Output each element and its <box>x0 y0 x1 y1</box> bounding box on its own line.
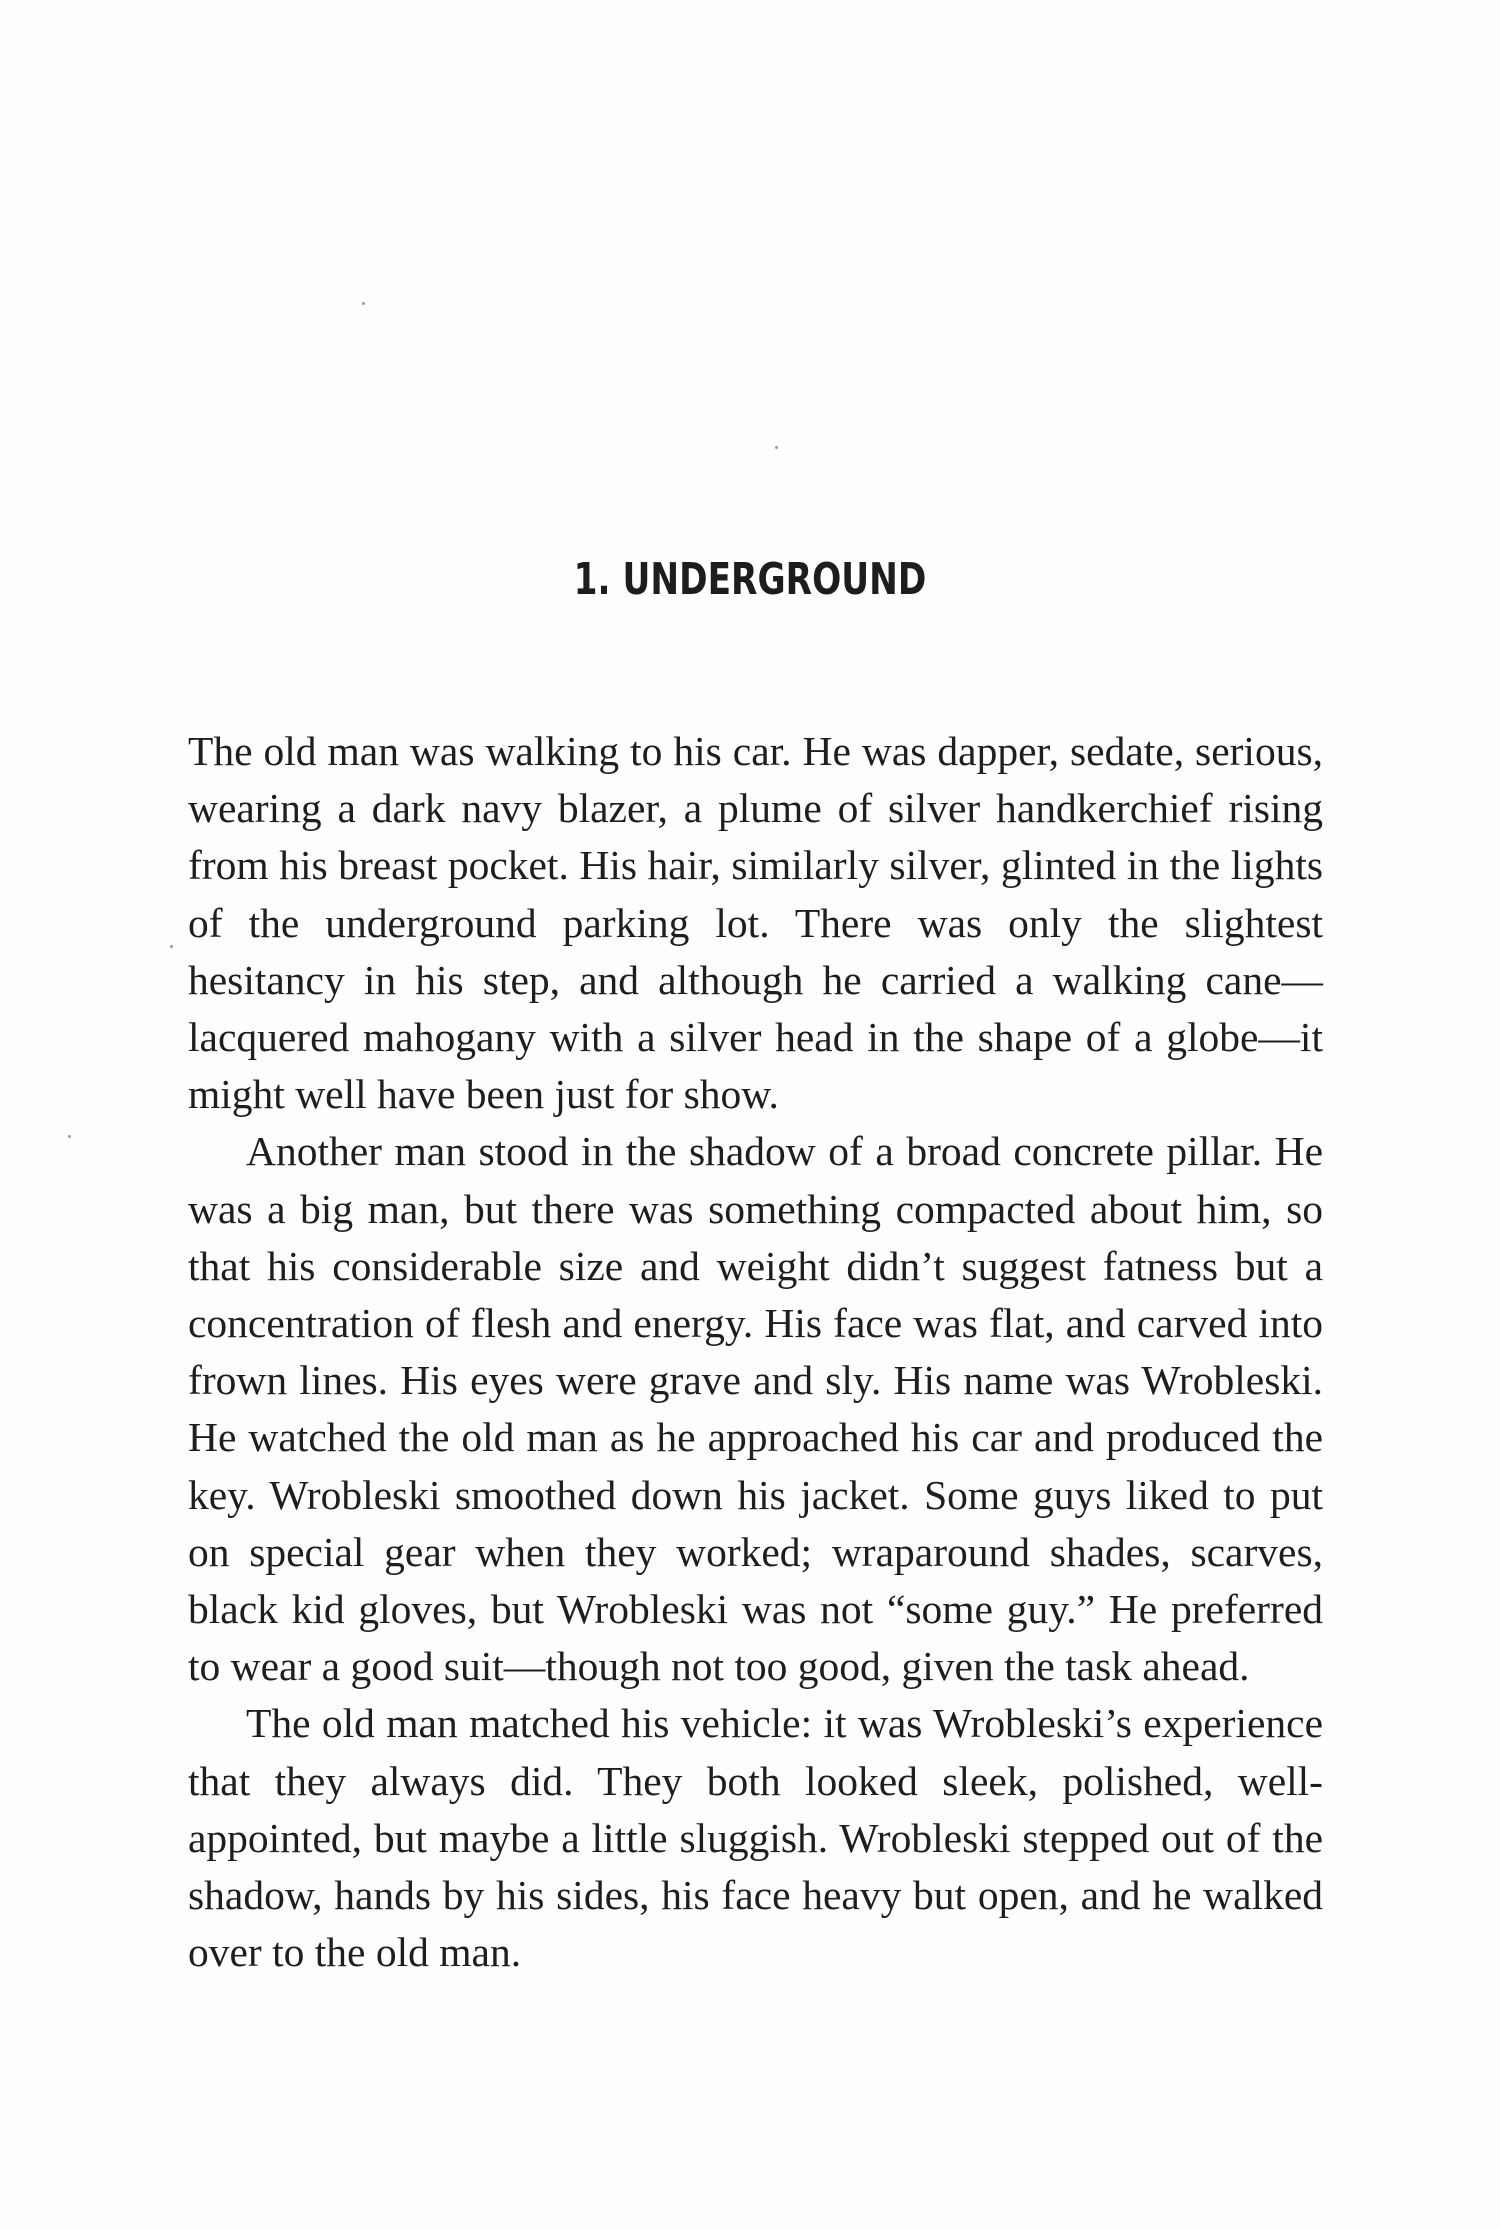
paper-speck <box>68 1135 71 1138</box>
paragraph-2: Another man stood in the shadow of a broad concrete pillar. He was a big man, but there was something compacted about him, so that his considerable size and weight didn’t suggest fatness but a concentration of flesh and energy. His face was flat, and carved into frown lines. His eyes were grave and sly. His name was Wrobleski. He watched the old man as he approached his car and produced the key. Wrobleski smoothed down his jacket. Some guys liked to put on special gear when they worked; wraparound shades, scarves, black kid gloves, but Wrobleski was not “some guy.” He preferred to wear a good suit—though not too good, given the task ahead. <box>188 1128 1323 1690</box>
chapter-title: 1. UNDERGROUND <box>573 554 927 605</box>
paragraph-1: The old man was walking to his car. He was dapper, sedate, serious, wearing a dark navy blazer, a plume of silver handkerchief rising from his breast pocket. His hair, similarly silver, glinted in the lights of the underground parking lot. There was only the slightest hesitancy in his step, and although he carried a walking cane—lacquered mahogany with a silver head in the shape of a globe—it might well have been just for show. <box>188 728 1323 1118</box>
body-text <box>188 723 1323 1981</box>
paper-speck <box>775 446 778 449</box>
paragraph-3: The old man matched his vehicle: it was Wrobleski’s experience that they always did. They both looked sleek, polished, well-appointed, but maybe a little sluggish. Wrobleski stepped out of the shadow, hands by his sides, his face heavy but open, and he walked over to the old man. <box>188 1700 1323 1976</box>
paper-speck <box>362 302 365 305</box>
paper-speck <box>170 945 173 948</box>
